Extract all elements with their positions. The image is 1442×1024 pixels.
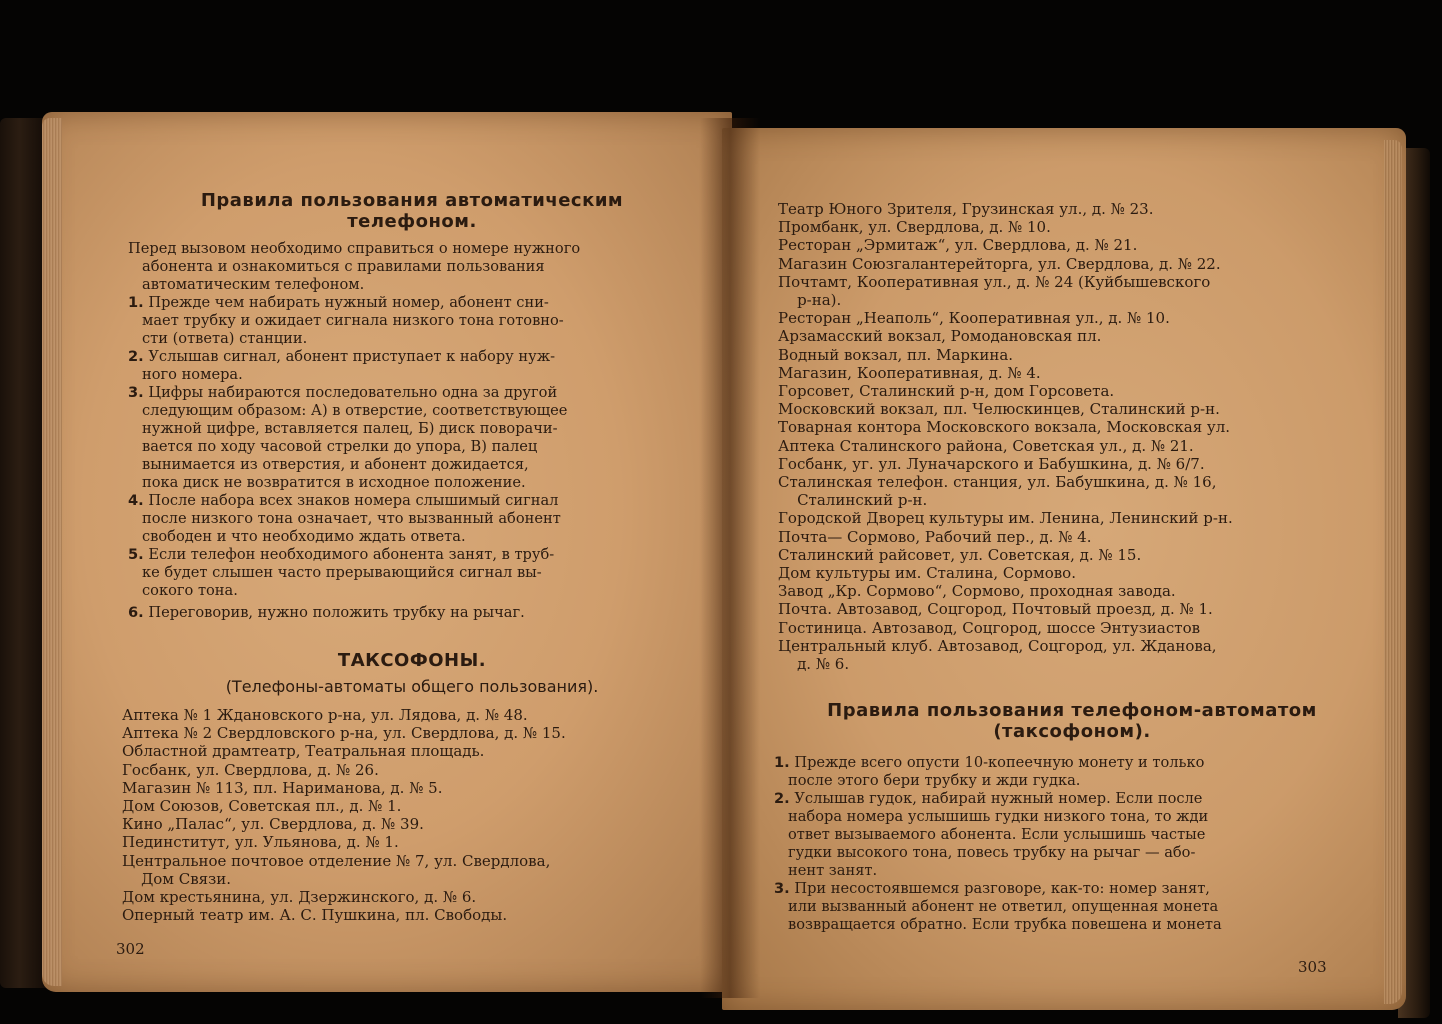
rule-line: вынимается из отверстия, и абонент дожидается,	[142, 456, 529, 473]
rule-line: следующим образом: А) в отверстие, соответствующее	[142, 402, 568, 419]
location-item: Театр Юного Зрителя, Грузинская ул., д. № 23.	[778, 200, 1154, 218]
rule-line: нужной цифре, вставляется палец, Б) диск поворачи-	[142, 420, 558, 437]
right-locations-list	[778, 200, 1398, 673]
page-number-left: 302	[116, 940, 145, 958]
location-item: Госбанк, уг. ул. Луначарского и Бабушкина, д. № 6/7.	[778, 454, 1205, 473]
right-rules-heading	[762, 700, 1382, 742]
location-item: Магазин, Кооперативная, д. № 4.	[778, 363, 1041, 382]
rule-line: пока диск не возвратится в исходное положение.	[142, 474, 526, 491]
rule-line: после низкого тона означает, что вызванный абонент	[142, 510, 561, 527]
location-item: Сталинский р-н.	[778, 491, 928, 510]
rule-number: 2.	[128, 348, 144, 365]
location-item: Завод „Кр. Сормово“, Сормово, проходная завода.	[778, 582, 1176, 601]
rule-line: сти (ответа) станции.	[142, 330, 308, 347]
rule-item	[128, 348, 724, 384]
rule-line: набора номера услышишь гудки низкого тона, то жди	[788, 808, 1209, 825]
rule-number: 1.	[128, 294, 144, 311]
rule-item	[128, 294, 724, 348]
location-item: Арзамасский вокзал, Ромодановская пл.	[778, 327, 1102, 346]
location-item: Центральный клуб. Автозавод, Соцгород, ул. Жданова,	[778, 636, 1217, 655]
location-item: Почта— Сормово, Рабочий пер., д. № 4.	[778, 527, 1092, 546]
rule-line: После набора всех знаков номера слышимый сигнал	[148, 492, 559, 509]
rule-line: ответ вызываемого абонента. Если услышишь частые	[788, 826, 1206, 843]
location-item: Почтамт, Кооперативная ул., д. № 24 (Куйбышевского	[778, 272, 1211, 291]
rule-line: Услышав сигнал, абонент приступает к набору нуж-	[148, 348, 556, 365]
location-item: Ресторан „Эрмитаж“, ул. Свердлова, д. № 21.	[778, 236, 1138, 255]
right-rules-heading-line2: (таксофоном).	[993, 721, 1151, 742]
location-item: Гостиница. Автозавод, Соцгород, шоссе Энтузиастов	[778, 618, 1201, 637]
rule-line: нент занят.	[788, 862, 878, 879]
rule-line: При несостоявшемся разговоре, как-то: номер занят,	[794, 880, 1210, 897]
rule-line: гудки высокого тона, повесь трубку на рычаг — або-	[788, 844, 1196, 861]
left-rules-heading-line1: Правила пользования автоматическим	[200, 190, 624, 211]
rule-item	[128, 384, 724, 492]
rule-item	[128, 492, 724, 546]
location-item: Московский вокзал, пл. Челюскинцев, Сталинский р-н.	[778, 400, 1220, 419]
location-item: Дом Связи.	[122, 869, 232, 888]
rule-line: ке будет слышен часто прерывающийся сигнал вы-	[142, 564, 542, 581]
location-item: Аптека № 2 Свердловского р-на, ул. Свердлова, д. № 15.	[122, 724, 566, 743]
left-page	[42, 112, 732, 992]
book-gutter	[700, 118, 760, 998]
rule-number: 2.	[774, 790, 790, 807]
rule-item	[128, 604, 724, 622]
left-rules-list	[128, 294, 724, 622]
location-item: Промбанк, ул. Свердлова, д. № 10.	[778, 218, 1051, 237]
right-page	[722, 128, 1406, 1010]
rule-line: ного номера.	[142, 366, 243, 383]
rule-number: 5.	[128, 546, 144, 563]
rule-line: Услышав гудок, набирай нужный номер. Если после	[794, 790, 1203, 807]
location-item: р-на).	[778, 291, 842, 310]
rule-line: Переговорив, нужно положить трубку на рычаг.	[148, 604, 525, 621]
left-intro	[128, 240, 718, 294]
rule-item	[128, 546, 724, 600]
right-rules-list	[774, 754, 1394, 934]
location-item: Товарная контора Московского вокзала, Московская ул.	[778, 418, 1231, 437]
left-locations-list	[122, 706, 722, 924]
rule-line: возвращается обратно. Если трубка повешена и монета	[788, 916, 1222, 933]
location-item: Дом крестьянина, ул. Дзержинского, д. № 6.	[122, 888, 477, 907]
rule-line: Прежде чем набирать нужный номер, абонент сни-	[148, 294, 549, 311]
left-rules-heading-line2: телефоном.	[347, 211, 477, 232]
location-item: Ресторан „Неаполь“, Кооперативная ул., д. № 10.	[778, 309, 1170, 328]
intro-line: Перед вызовом необходимо справиться о номере нужного	[128, 240, 581, 257]
rule-line: Если телефон необходимого абонента занят, в труб-	[148, 546, 555, 563]
rule-line: Прежде всего опусти 10-копеечную монету и только	[794, 754, 1205, 771]
location-item: Почта. Автозавод, Соцгород, Почтовый проезд, д. № 1.	[778, 600, 1213, 619]
taxophones-section-heading	[122, 650, 702, 697]
location-item: Аптека № 1 Ждановского р-на, ул. Лядова, д. № 48.	[122, 706, 528, 724]
location-item: Магазин Союзгалантерейторга, ул. Свердлова, д. № 22.	[778, 254, 1221, 273]
location-item: Магазин № 113, пл. Нариманова, д. № 5.	[122, 778, 443, 797]
location-item: Областной драмтеатр, Театральная площадь.	[122, 742, 485, 761]
rule-number: 4.	[128, 492, 144, 509]
rule-line: сокого тона.	[142, 582, 238, 599]
location-item: Оперный театр им. А. С. Пушкина, пл. Свободы.	[122, 906, 508, 925]
location-item: Госбанк, ул. Свердлова, д. № 26.	[122, 760, 379, 779]
taxophones-heading: ТАКСОФОНЫ.	[337, 650, 487, 671]
location-item: Дом культуры им. Сталина, Сормово.	[778, 564, 1076, 583]
intro-line: автоматическим телефоном.	[142, 276, 365, 293]
page-edges-left	[42, 118, 62, 986]
location-item: Сталинский райсовет, ул. Советская, д. № 15.	[778, 545, 1142, 564]
book-cover-left-edge	[0, 118, 48, 988]
rule-number: 1.	[774, 754, 790, 771]
rule-line: вается по ходу часовой стрелки до упора, В) палец	[142, 438, 538, 455]
rule-line: мает трубку и ожидает сигнала низкого тона готовно-	[142, 312, 564, 329]
location-item: Кино „Палас“, ул. Свердлова, д. № 39.	[122, 815, 424, 834]
location-item: Горсовет, Сталинский р-н, дом Горсовета.	[778, 382, 1115, 401]
page-edges-right	[1384, 140, 1402, 1004]
rule-item	[774, 880, 1394, 934]
left-rules-heading	[122, 190, 702, 232]
rule-line: свободен и что необходимо ждать ответа.	[142, 528, 466, 545]
rule-line: или вызванный абонент не ответил, опущенная монета	[788, 898, 1219, 915]
location-item: Пединститут, ул. Ульянова, д. № 1.	[122, 833, 399, 852]
rule-number: 6.	[128, 604, 144, 621]
rule-number: 3.	[128, 384, 144, 401]
location-item: Водный вокзал, пл. Маркина.	[778, 345, 1014, 364]
rule-item	[774, 754, 1394, 790]
rule-line: Цифры набираются последовательно одна за другой	[148, 384, 558, 401]
location-item: Сталинская телефон. станция, ул. Бабушкина, д. № 16,	[778, 473, 1217, 492]
location-item: Аптека Сталинского района, Советская ул., д. № 21.	[778, 436, 1194, 455]
location-item: Дом Союзов, Советская пл., д. № 1.	[122, 797, 402, 816]
rule-number: 3.	[774, 880, 790, 897]
taxophones-subheading: (Телефоны-автоматы общего пользования).	[225, 677, 599, 696]
rule-item	[774, 790, 1394, 880]
intro-line: абонента и ознакомиться с правилами пользования	[142, 258, 545, 275]
rule-line: после этого бери трубку и жди гудка.	[788, 772, 1081, 789]
page-number-right: 303	[1298, 958, 1327, 976]
location-item: Городской Дворец культуры им. Ленина, Ленинский р-н.	[778, 509, 1233, 528]
right-rules-heading-line1: Правила пользования телефоном-автоматом	[827, 700, 1317, 721]
location-item: д. № 6.	[778, 655, 850, 674]
location-item: Центральное почтовое отделение № 7, ул. Свердлова,	[122, 851, 551, 870]
